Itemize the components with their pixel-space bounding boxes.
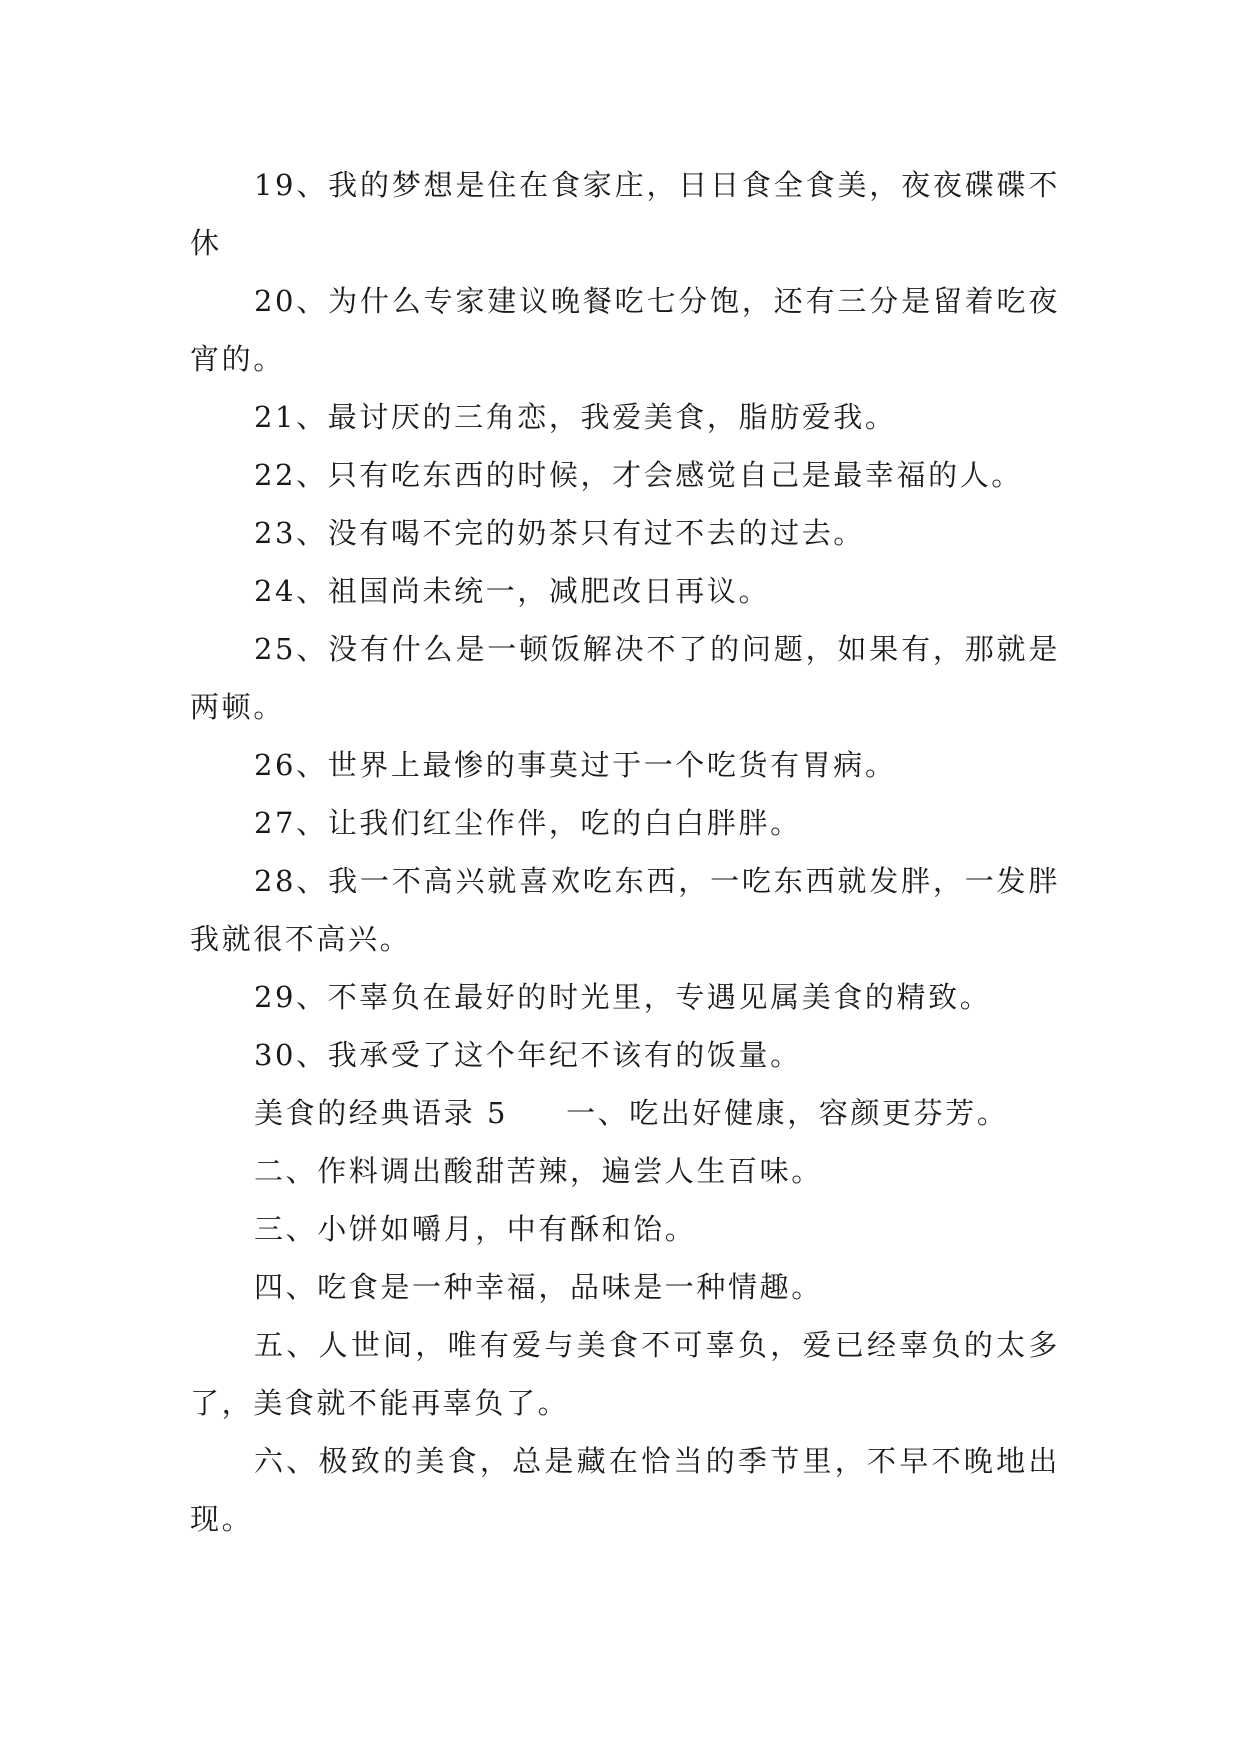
section-title: 美食的经典语录 5 <box>254 1096 509 1130</box>
paragraph-28: 28、我一不高兴就喜欢吃东西，一吃东西就发胖，一发胖我就很不高兴。 <box>190 864 1060 956</box>
paragraph-29: 29、不辜负在最好的时光里，专遇见属美食的精致。 <box>254 980 992 1014</box>
section-heading-line <box>190 1084 1060 1142</box>
document-body <box>190 156 1060 1548</box>
paragraph-30: 30、我承受了这个年纪不该有的饭量。 <box>254 1038 802 1072</box>
paragraph-21: 21、最讨厌的三角恋，我爱美食，脂肪爱我。 <box>254 400 897 434</box>
section-first-item: 一、吃出好健康，容颜更芬芳。 <box>566 1096 1009 1130</box>
paragraph-23: 23、没有喝不完的奶茶只有过不去的过去。 <box>254 516 865 550</box>
item-4: 四、吃食是一种幸福，品味是一种情趣。 <box>254 1270 823 1304</box>
paragraph-19: 19、我的梦想是住在食家庄，日日食全食美，夜夜碟碟不休 <box>190 168 1060 260</box>
item-3: 三、小饼如嚼月，中有酥和饴。 <box>254 1212 697 1246</box>
paragraph-26: 26、世界上最惨的事莫过于一个吃货有胃病。 <box>254 748 897 782</box>
paragraph-24: 24、祖国尚未统一，减肥改日再议。 <box>254 574 771 608</box>
paragraph-20: 20、为什么专家建议晚餐吃七分饱，还有三分是留着吃夜宵的。 <box>190 284 1060 376</box>
item-2: 二、作料调出酸甜苦辣，遍尝人生百味。 <box>254 1154 823 1188</box>
paragraph-22: 22、只有吃东西的时候，才会感觉自己是最幸福的人。 <box>254 458 1023 492</box>
item-5: 五、人世间，唯有爱与美食不可辜负，爱已经辜负的太多了，美食就不能再辜负了。 <box>190 1328 1060 1420</box>
paragraph-27: 27、让我们红尘作伴，吃的白白胖胖。 <box>254 806 802 840</box>
item-6: 六、极致的美食，总是藏在恰当的季节里，不早不晚地出现。 <box>190 1444 1060 1536</box>
paragraph-25: 25、没有什么是一顿饭解决不了的问题，如果有，那就是两顿。 <box>190 632 1060 724</box>
